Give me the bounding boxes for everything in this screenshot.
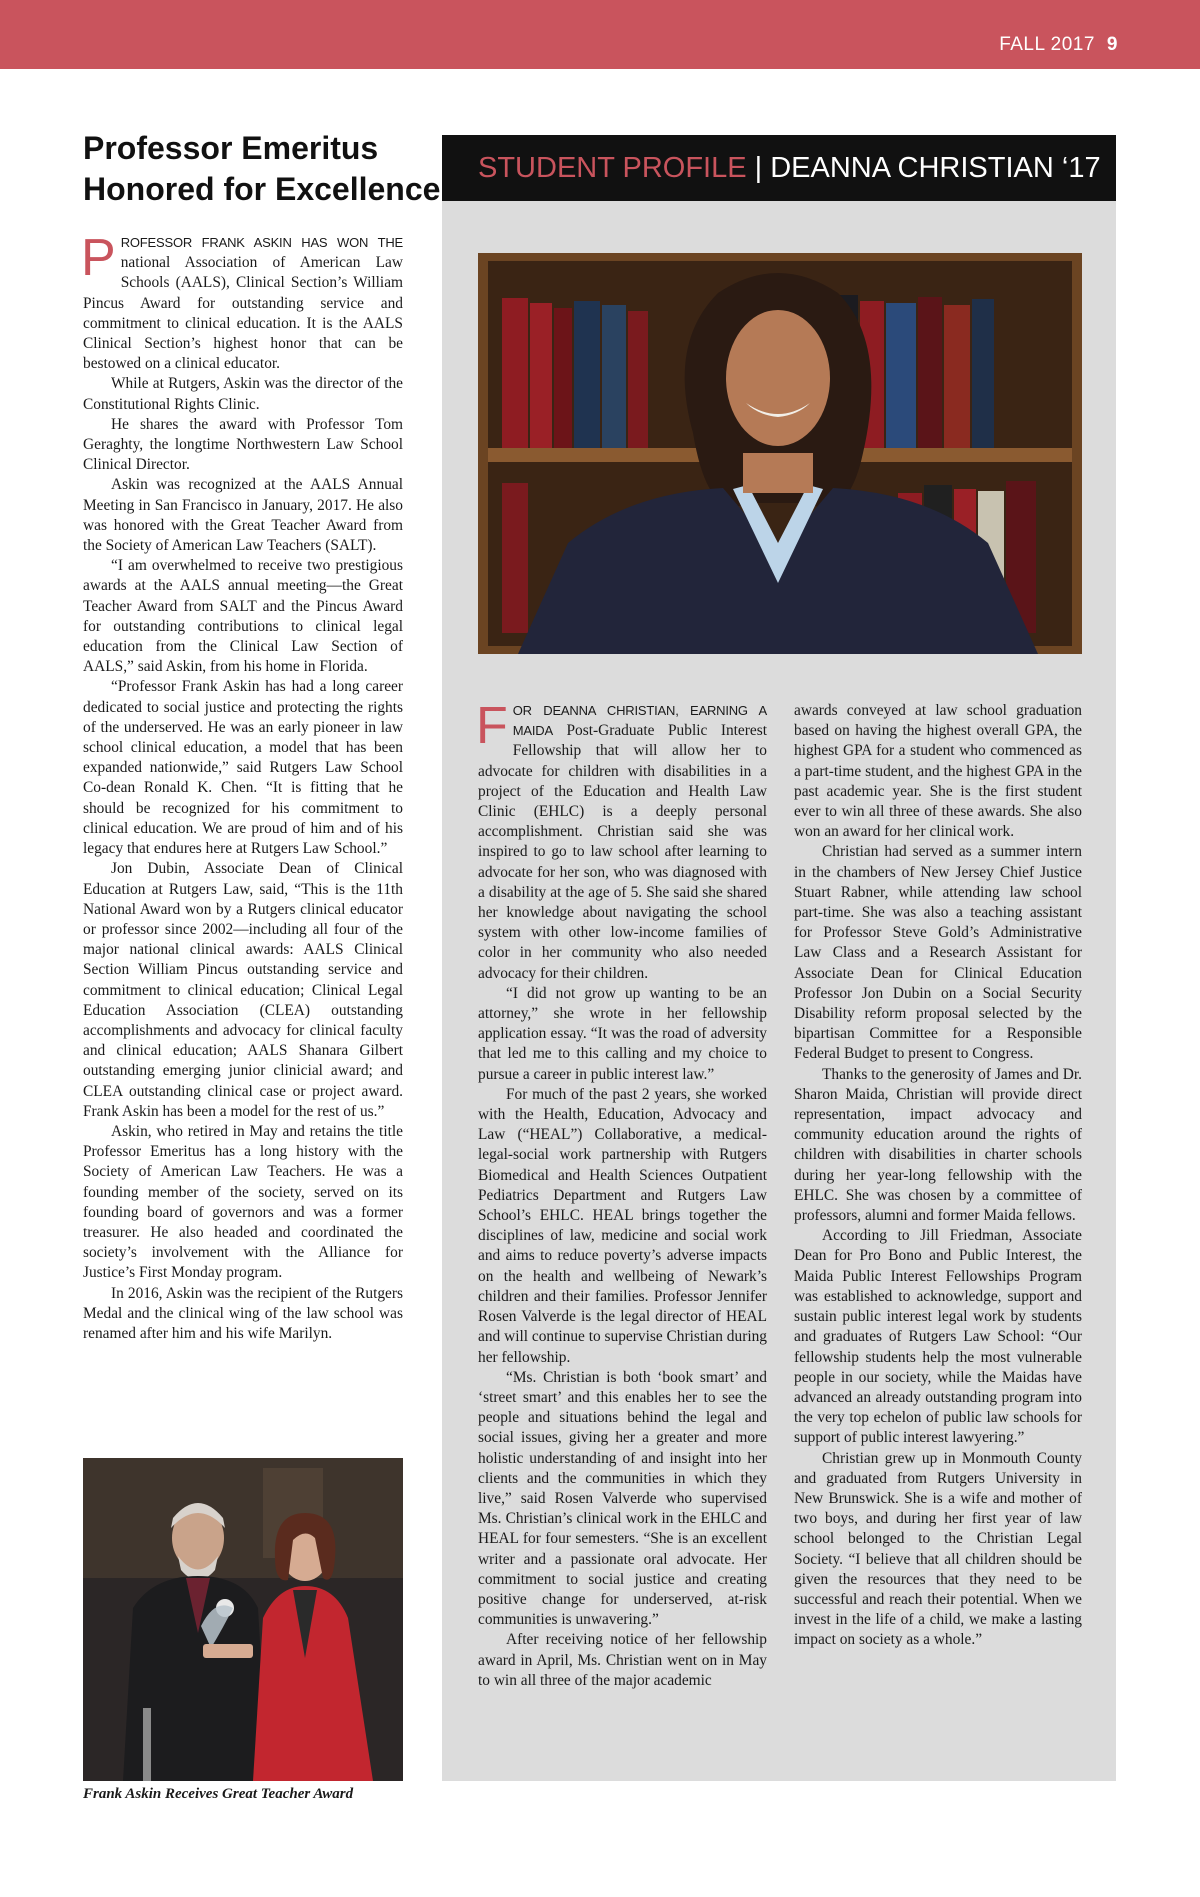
profile-lead-paragraph [476,697,767,984]
headline-line-1: Professor Emeritus [83,130,379,166]
profile-body-column-2 [794,701,1082,1651]
article-paragraph: Askin was recognized at the AALS Annual Meeting in San Francisco in January, 2017. He also was honored with the Great Teacher Award from the Society of American Law Teachers (SALT). [83,476,403,555]
profile-paragraph: Thanks to the generosity of James and Dr. Sharon Maida, Christian will provide direct representation, impact advocacy and community education around the rights of children with disabilities in charter schools during her year-long fellowship with the EHLC. She was chosen by a committee of professors, alumni and former Maida fellows. [794,1065,1082,1225]
profile-paragraph: According to Jill Friedman, Associate Dean for Pro Bono and Public Interest, the Maida Public Interest Fellowships Program was established to acknowledge, support and sustain public interest legal work by students and graduates of Rutgers Law School: “Our fellowship students help the most vulnerable people in our society, while the Maidas have advanced an already outstanding program into the very top echelon of public law schools for support of public interest lawyering.” [794,1227,1082,1447]
profile-paragraph: For much of the past 2 years, she worked with the Health, Education, Advocacy and Law (“HEAL”) Collaborative, a medical-legal-social work partnership with Rutgers Biomedical and Health Sciences Outpatient Pediatrics Department and Rutgers Law School’s EHLC. HEAL brings together the disciplines of law, medicine and social work and aims to reduce poverty’s adverse impacts on the health and wellbeing of Newark’s children and their families. Professor Jennifer Rosen Valverde is the legal director of HEAL and will continue to supervise Christian during her fellowship. [478,1085,767,1366]
profile-paragraph: “Ms. Christian is both ‘book smart’ and ‘street smart’ and this enables her to see the people and situations behind the legal and social issues, giving her a greater and more holistic understanding of and insight into her clients and the communities in which they live,” said Rosen Valverde who supervised Ms. Christian’s clinical work in the EHLC and HEAL for four semesters. “She is an excellent writer and a passionate oral advocate. Her commitment to social justice and creating positive change for underserved, at-risk communities is unwavering.” [478,1368,767,1629]
lead-text: national Association of American Law Schools (AALS), Clinical Section’s William Pincus Award for outstanding service and commitment to clinical education. It is the AALS Clinical Section’s highest honor that can be bestowed on a clinical educator. [83,254,403,373]
article-lead-paragraph [81,229,403,374]
student-profile-header [442,135,1116,201]
profile-header-text [478,152,1101,185]
article-paragraph: Jon Dubin, Associate Dean of Clinical Education at Rutgers Law, said, “This is the 11th National Award won by a Rutgers clinical educator or professor since 2002—including all four of the major national clinical awards: AALS Clinical Section William Pincus outstanding service and commitment to clinical education; Clinical Legal Education Association (CLEA) outstanding accomplishments and advocacy for clinical faculty and clinical education; AALS Shanara Gilbert outstanding emerging junior clinicial award; and CLEA outstanding clinical case or project award. Frank Askin has been a model for the rest of us.” [83,860,403,1120]
profile-paragraph: “I did not grow up wanting to be an attorney,” she wrote in her fellowship application essay. “It was the road of adversity that led me to this calling and my choice to pursue a career in public interest law.” [478,984,767,1083]
profile-continuation-paragraph: awards conveyed at law school graduation based on having the highest overall GPA, the highest GPA for a student who commenced as a part-time student, and the highest GPA in the past academic year. She is the first student ever to win all three of these awards. She also won an award for her clinical work. [794,702,1082,841]
issue-label [999,34,1118,56]
christian-portrait-photo [478,253,1082,654]
drop-cap: F [476,697,508,755]
lead-text: Post-Graduate Public Interest Fellowship that will allow her to advocate for children with disabilities in a project of the Education and Health Law Clinic (EHLC) is a deeply personal accomplishment. Christian said she was inspired to go to law school after learning to advocate for her son, who was diagnosed with a disability at the age of 5. She said she shared her knowledge about navigating the school system with other low-income families of color in her community who also needed advocacy for their children. [478,722,767,982]
page-number: 9 [1106,34,1118,55]
lead-caps: OR DEANNA CHRISTIAN, EARNING A MAIDA [512,703,767,739]
drop-cap: P [81,229,116,287]
issue-date: FALL 2017 [999,34,1095,55]
lead-caps: ROFESSOR FRANK ASKIN HAS WON THE [120,235,403,250]
article-paragraph: “Professor Frank Askin has had a long career dedicated to social justice and protecting the rights of the underserved. He was an early pioneer in law school clinical education, a model that has been expanded nationwide,” said Rutgers Law School Co-dean Ronald K. Chen. “It is fitting that he should be recognized for his commitment to clinical education. We are proud of him and of his legacy that endures here at Rutgers Law School.” [83,678,403,858]
christian-photo-illustration [478,253,1082,654]
article-paragraph: He shares the award with Professor Tom Geraghty, the longtime Northwestern Law School Clinical Director. [83,415,403,474]
headline-line-2: Honored for Excellence [83,171,441,207]
profile-body-column-1 [476,697,767,1691]
profile-separator: | [754,152,763,184]
article-paragraph: In 2016, Askin was the recipient of the Rutgers Medal and the clinical wing of the law school was renamed after him and his wife Marilyn. [83,1284,403,1342]
article-paragraph: While at Rutgers, Askin was the director of the Constitutional Rights Clinic. [83,375,403,413]
profile-name: DEANNA CHRISTIAN ‘17 [770,152,1101,184]
askin-award-photo [83,1458,403,1781]
article-headline [83,128,441,210]
page-header-bar [0,0,1200,69]
askin-photo-illustration [83,1458,403,1781]
article-body [81,229,403,1344]
article-paragraph: Askin, who retired in May and retains the title Professor Emeritus has a long history with the Society of American Law Teachers. He was a founding member of the society, served on its founding board of governors and was a former treasurer. He also headed and coordinated the society’s involvement with the Alliance for Justice’s First Monday program. [83,1122,403,1282]
profile-paragraph: Christian had served as a summer intern in the chambers of New Jersey Chief Justice Stuart Rabner, while attending law school part-time. She was also a teaching assistant for Professor Steve Gold’s Administrative Law Class and a Research Assistant for Associate Dean for Clinical Education Professor Jon Dubin on a Social Security Disability reform proposal selected by the bipartisan Committee for a Responsible Federal Budget to present to Congress. [794,843,1082,1063]
profile-paragraph: Christian grew up in Monmouth County and graduated from Rutgers University in New Brunswick. She is a wife and mother of two boys, and during her first year of law school belonged to the Christian Legal Society. “I believe that all children should be given the resources that they need to be successful and reach their potential. When we invest in the life of a child, we make a lasting impact on society as a whole.” [794,1449,1082,1649]
profile-label: STUDENT PROFILE [478,152,747,184]
profile-paragraph: After receiving notice of her fellowship award in April, Ms. Christian went on in May to win all three of the major academic [478,1631,767,1689]
article-paragraph: “I am overwhelmed to receive two prestigious awards at the AALS annual meeting—the Great Teacher Award from SALT and the Pincus Award for outstanding contributions to clinical legal education from the Clinical Law Section of AALS,” said Askin, from his home in Florida. [83,557,403,676]
photo-caption: Frank Askin Receives Great Teacher Award [83,1786,354,1802]
